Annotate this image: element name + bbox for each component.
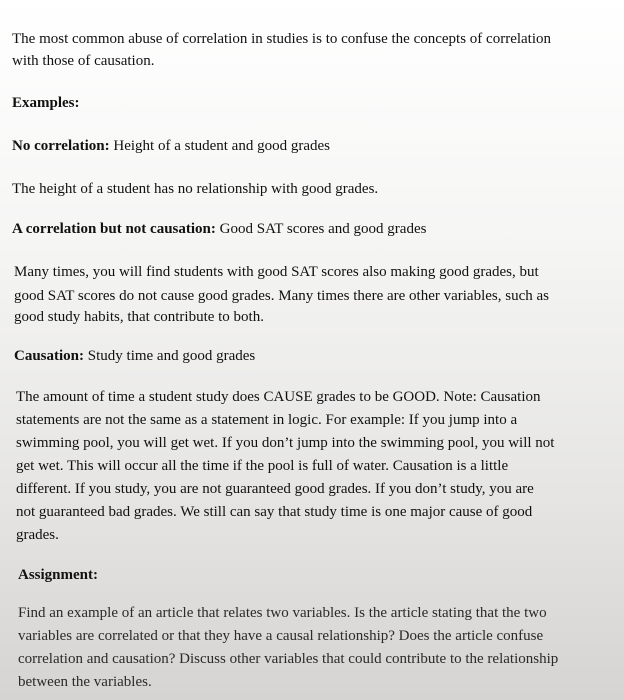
assignment-line-2: variables are correlated or that they have a causal relationship? Does the article confuse (18, 628, 544, 644)
causation-paragraph-line-7: grades. (16, 527, 59, 543)
assignment-heading: Assignment: (18, 567, 99, 583)
example-causation-text: Study time and good grades (87, 348, 256, 364)
intro-line-2: with those of causation. (12, 53, 155, 69)
sat-paragraph-line-3: good study habits, that contribute to both. (14, 309, 264, 325)
causation-paragraph-line-4: get wet. This will occur all the time if the pool is full of water. Causation is a little (16, 458, 509, 474)
sat-paragraph-line-1: Many times, you will find students with good SAT scores also making good grades, but (14, 264, 539, 280)
example-correlation-not-causation-text: Good SAT scores and good grades (219, 221, 427, 237)
causation-paragraph-line-1: The amount of time a student study does CAUSE grades to be GOOD. Note: Causation (16, 389, 541, 405)
sat-paragraph-line-2: good SAT scores do not cause good grades. Many times there are other variables, such as (14, 288, 549, 304)
example-no-correlation-label: No correlation: (12, 138, 110, 154)
examples-heading: Examples: (12, 95, 80, 111)
assignment-line-3: correlation and causation? Discuss other variables that could contribute to the relationship (18, 651, 559, 667)
intro-line-1: The most common abuse of correlation in studies is to confuse the concepts of correlation (12, 31, 552, 47)
causation-paragraph-line-3: swimming pool, you will get wet. If you don’t jump into the swimming pool, you will not (16, 435, 555, 451)
example-no-correlation (12, 137, 330, 155)
causation-paragraph-line-5: different. If you study, you are not guaranteed good grades. If you don’t study, you are (16, 481, 534, 497)
example-no-correlation-text: Height of a student and good grades (113, 138, 330, 154)
causation-paragraph-line-6: not guaranteed bad grades. We still can say that study time is one major cause of good (16, 504, 533, 520)
example-correlation-not-causation (12, 220, 426, 238)
example-causation (14, 347, 255, 365)
example-correlation-not-causation-label: A correlation but not causation: (12, 221, 216, 237)
assignment-line-1: Find an example of an article that relates two variables. Is the article stating that the two (18, 605, 547, 621)
example-no-correlation-note: The height of a student has no relationship with good grades. (12, 181, 379, 197)
assignment-line-4: between the variables. (18, 674, 152, 690)
causation-paragraph-line-2: statements are not the same as a statement in logic. For example: If you jump into a (16, 412, 518, 428)
example-causation-label: Causation: (14, 348, 85, 364)
